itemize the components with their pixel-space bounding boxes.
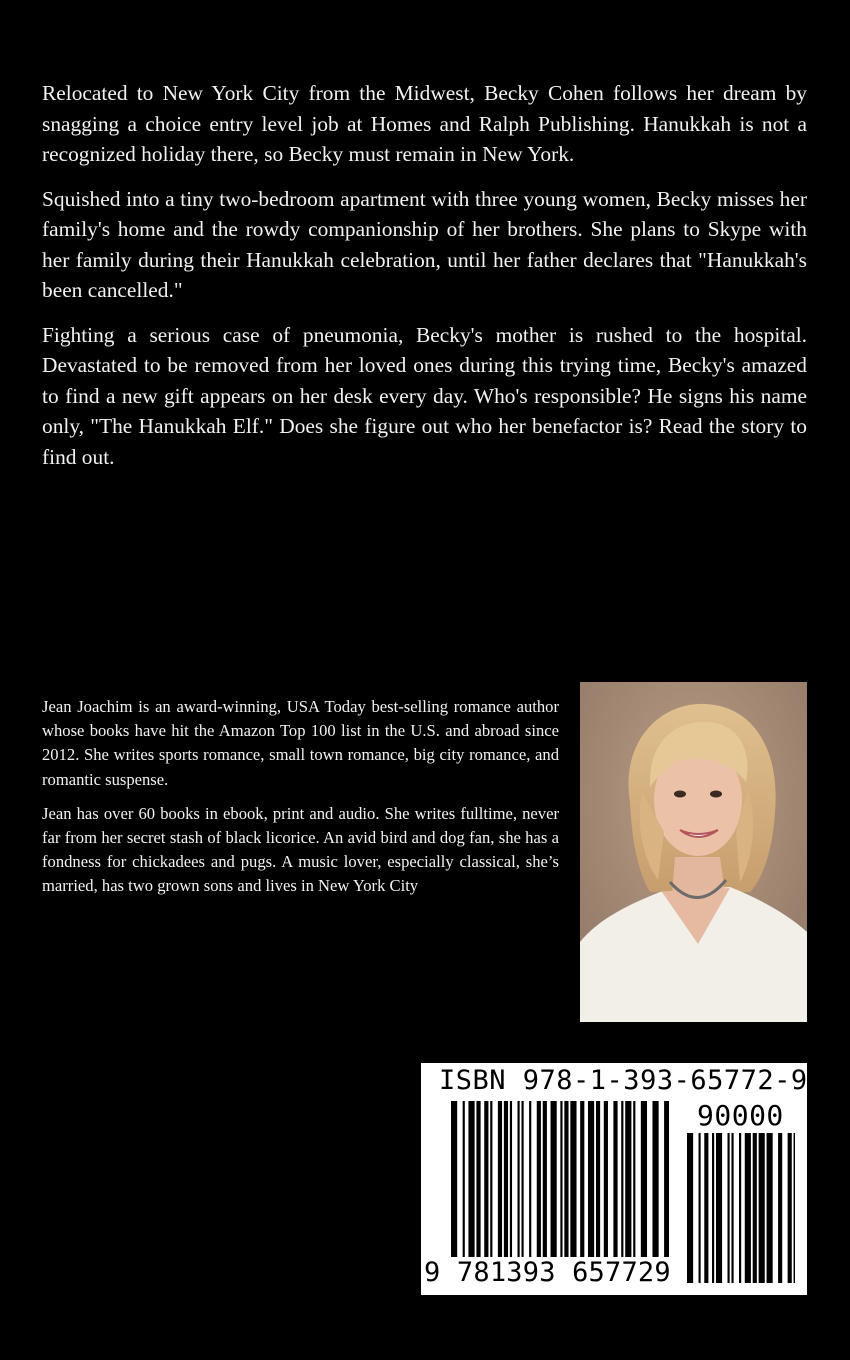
barcode-bar (580, 1101, 584, 1269)
barcode-bar (621, 1101, 623, 1269)
barcode-bar (517, 1101, 519, 1269)
barcode-bar (564, 1101, 568, 1269)
barcode-bar (510, 1101, 512, 1269)
barcode-bar (543, 1101, 547, 1269)
barcode-bar (484, 1101, 488, 1269)
bio-paragraph-1: Jean Joachim is an award-winning, USA Today best-selling romance author whose books have hit the Amazon Top 100 list in the U.S. and abroad since 2012. She writes sports romance, small town romance, big city romance, and romantic suspense. (42, 697, 559, 789)
isbn-barcode (421, 1063, 807, 1295)
barcode-bar (570, 1101, 576, 1269)
barcode-bar (739, 1133, 741, 1283)
barcode-bar (633, 1101, 635, 1269)
barcode-bar (551, 1101, 557, 1269)
barcode-bar (521, 1101, 523, 1269)
ean-digits: 9 781393 657729 (424, 1257, 671, 1288)
barcode-bar (498, 1101, 502, 1269)
barcode-bar (463, 1101, 465, 1269)
barcode-bar (699, 1133, 701, 1283)
author-portrait-illustration (580, 682, 807, 1022)
barcode-bar (596, 1101, 600, 1269)
barcode-bar (625, 1101, 631, 1269)
barcode-bar (745, 1133, 751, 1283)
barcode-bar (613, 1101, 617, 1269)
barcode-bar (728, 1133, 730, 1283)
barcode-bar (704, 1133, 708, 1283)
back-cover-blurb (42, 78, 807, 486)
isbn-label: ISBN 978-1-393-65772-9 (439, 1065, 808, 1096)
barcode-bar (641, 1101, 647, 1269)
price-code: 90000 (697, 1099, 784, 1132)
barcode-bar (588, 1101, 594, 1269)
ean-13-bars (451, 1101, 669, 1269)
barcode-bar (529, 1101, 531, 1269)
barcode-bar (560, 1101, 562, 1269)
barcode-bar (652, 1101, 658, 1269)
barcode-bar (778, 1133, 782, 1283)
barcode-bar (604, 1101, 608, 1269)
barcode-bar (468, 1101, 474, 1269)
barcode-bar (753, 1133, 757, 1283)
author-photo (580, 682, 807, 1022)
barcode-bar (788, 1133, 792, 1283)
blurb-paragraph-2: Squished into a tiny two-bedroom apartment with three young women, Becky misses her family's home and the rowdy companionship of her brothers. She plans to Skype with her family during their Hanukkah celebration, until her father declares that "Hanukkah's been cancelled." (42, 186, 807, 302)
barcode-bar (490, 1101, 492, 1269)
blurb-paragraph-3: Fighting a serious case of pneumonia, Becky's mother is rushed to the hospital. Devastated to be removed from her loved ones during this trying time, Becky's amazed to find a new gift appears on her desk every day. Who's responsible? He signs his name only, "The Hanukkah Elf." Does she figure out who her benefactor is? Read the story to find out. (42, 322, 807, 469)
bio-paragraph-2: Jean has over 60 books in ebook, print and audio. She writes fulltime, never far from her secret stash of black licorice. An avid bird and dog fan, she has a fondness for chickadees and pugs. A music lover, especially classical, she’s married, has two grown sons and lives in New York City (42, 803, 559, 896)
barcode-bar (794, 1133, 795, 1283)
blurb-paragraph-1: Relocated to New York City from the Midwest, Becky Cohen follows her dream by snagging a choice entry level job at Homes and Ralph Publishing. Hanukkah is not a recognized holiday there, so Becky must remain in New York. (42, 81, 807, 166)
barcode-bar (504, 1101, 508, 1269)
barcode-bar (476, 1101, 480, 1269)
author-bio (42, 695, 559, 909)
ean-addon-bars (687, 1133, 795, 1283)
barcode-bar (664, 1101, 669, 1269)
barcode-bar (716, 1133, 722, 1283)
barcode-bar (731, 1133, 733, 1283)
barcode-bar (759, 1133, 765, 1283)
barcode-bar (537, 1101, 541, 1269)
barcode-bar (687, 1133, 693, 1283)
barcode-bar (451, 1101, 457, 1269)
barcode-bar (767, 1133, 773, 1283)
barcode-bar (712, 1133, 714, 1283)
